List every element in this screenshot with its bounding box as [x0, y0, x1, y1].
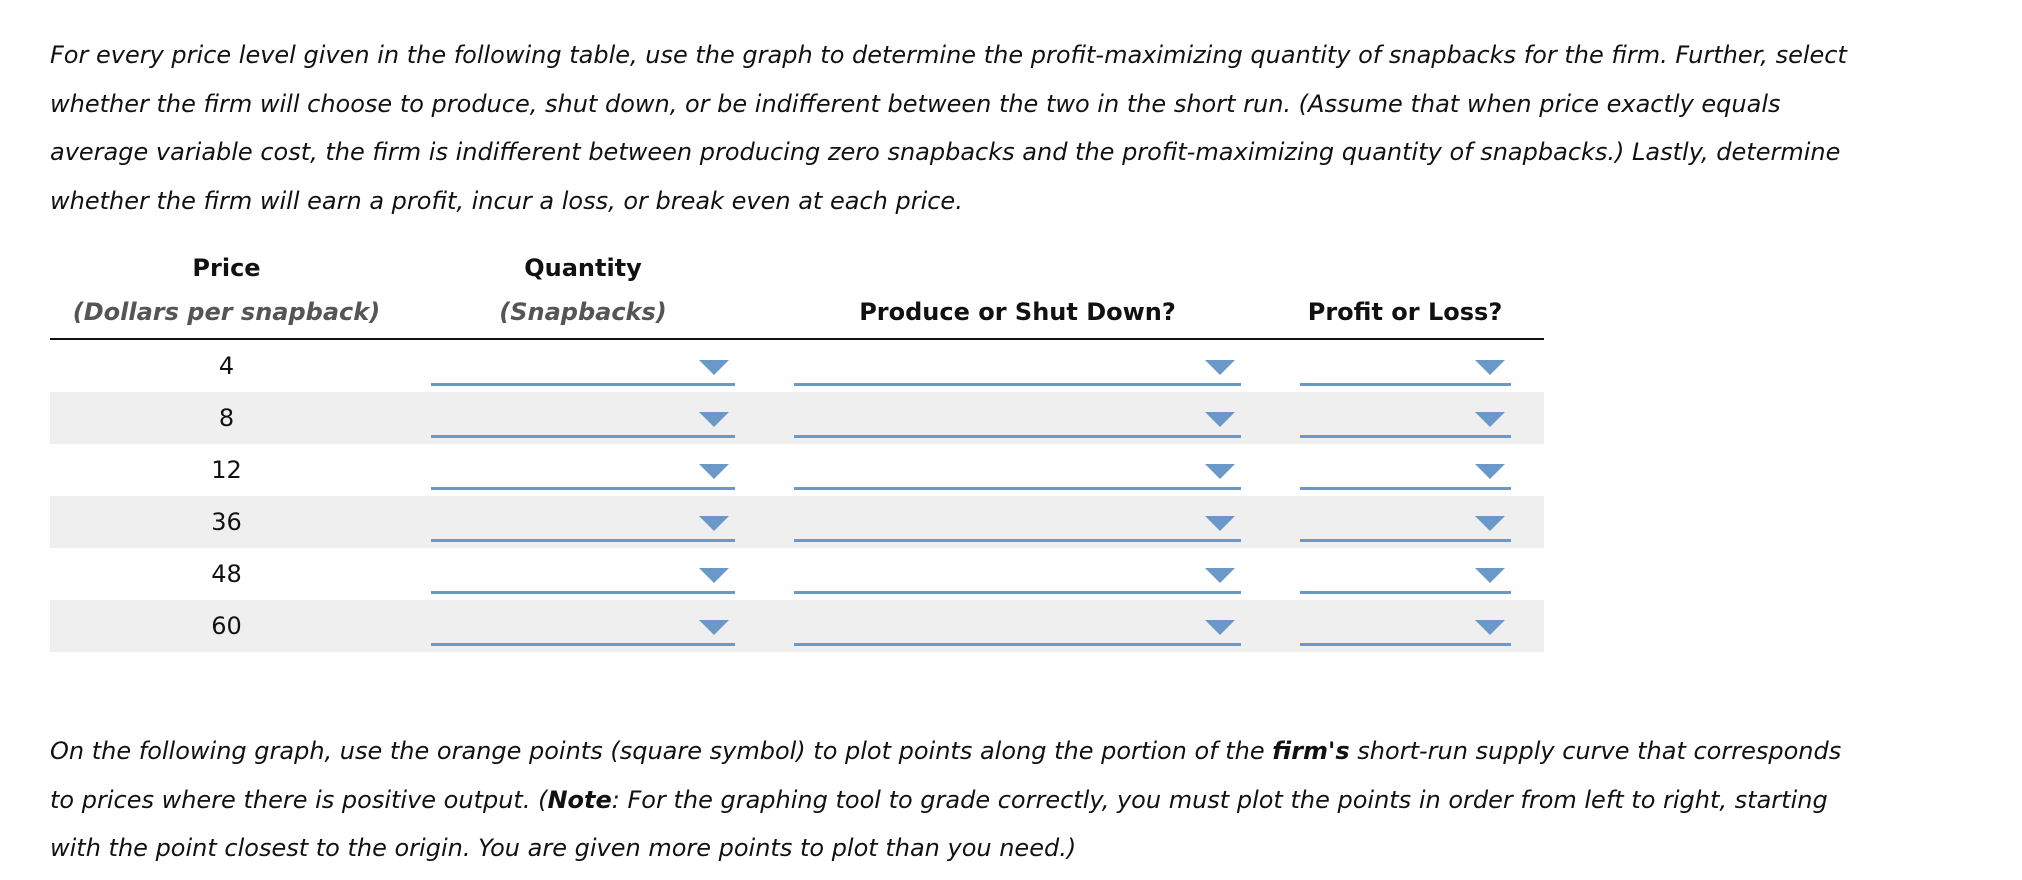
instructions-line-3: average variable cost, the firm is indifferent between producing zero snapbacks and the profit-maximizing quantity of snapbacks.) Lastly, determine [50, 138, 1841, 166]
table-row [50, 340, 1544, 392]
profit-or-loss-dropdown[interactable] [1300, 392, 1511, 444]
dropdown-arrow-icon[interactable] [699, 516, 729, 531]
dropdown-arrow-icon[interactable] [1475, 620, 1505, 635]
price-cell: 60 [211, 612, 242, 640]
price-cell: 36 [211, 508, 242, 536]
dropdown-underline [431, 383, 735, 386]
dropdown-arrow-icon[interactable] [1205, 464, 1235, 479]
profit-or-loss-dropdown[interactable] [1300, 548, 1511, 600]
graph-instructions-line-2-end: : For the graphing tool to grade correctly, you must plot the points in order from left to right, starting [611, 785, 1828, 814]
dropdown-underline [794, 487, 1241, 490]
instructions-line-1: For every price level given in the following table, use the graph to determine the profit-maximizing quantity of snapbacks for the firm. Further, select [50, 41, 1847, 69]
dropdown-underline [1300, 591, 1511, 594]
dropdown-underline [1300, 487, 1511, 490]
instructions-paragraph [50, 31, 1930, 225]
instructions-line-4: whether the firm will earn a profit, incur a loss, or break even at each price. [50, 186, 963, 215]
dropdown-arrow-icon[interactable] [699, 620, 729, 635]
dropdown-arrow-icon[interactable] [1475, 568, 1505, 583]
profit-or-loss-dropdown[interactable] [1300, 600, 1511, 652]
header-quantity: Quantity [524, 254, 642, 282]
dropdown-arrow-icon[interactable] [1475, 360, 1505, 375]
graph-instructions-emphasis-firms: firm's [1272, 737, 1350, 765]
header-quantity-unit: (Snapbacks) [499, 298, 667, 326]
table-row [50, 496, 1544, 548]
quantity-dropdown[interactable] [431, 340, 735, 392]
quantity-dropdown[interactable] [431, 392, 735, 444]
price-cell: 4 [218, 352, 235, 380]
instructions-line-2: whether the firm will choose to produce, shut down, or be indifferent between the two in the short run. (Assume that when price exactly equals [50, 89, 1781, 118]
produce-or-shut-down-dropdown[interactable] [794, 496, 1241, 548]
dropdown-underline [794, 591, 1241, 594]
dropdown-arrow-icon[interactable] [1205, 360, 1235, 375]
dropdown-underline [794, 643, 1241, 646]
header-produce-or-shut-down: Produce or Shut Down? [859, 298, 1176, 326]
produce-or-shut-down-dropdown[interactable] [794, 392, 1241, 444]
dropdown-underline [431, 487, 735, 490]
header-price: Price [192, 254, 261, 282]
table-row [50, 548, 1544, 600]
graph-instructions-line-3: with the point closest to the origin. You are given more points to plot than you need.) [50, 834, 1077, 862]
table-row [50, 444, 1544, 496]
graph-instructions-line-1-end: short-run supply curve that corresponds [1349, 737, 1842, 765]
produce-or-shut-down-dropdown[interactable] [794, 600, 1241, 652]
table-row [50, 600, 1544, 652]
price-cell: 12 [211, 456, 242, 484]
graph-instructions-line-1-start: On the following graph, use the orange points (square symbol) to plot points along the portion of the [50, 737, 1273, 765]
dropdown-underline [431, 539, 735, 542]
dropdown-arrow-icon[interactable] [1475, 516, 1505, 531]
quantity-dropdown[interactable] [431, 496, 735, 548]
dropdown-arrow-icon[interactable] [699, 464, 729, 479]
price-cell: 48 [211, 560, 242, 588]
profit-or-loss-dropdown[interactable] [1300, 340, 1511, 392]
dropdown-arrow-icon[interactable] [1205, 412, 1235, 427]
graph-instructions-paragraph [50, 727, 1930, 873]
table-row [50, 392, 1544, 444]
dropdown-underline [431, 643, 735, 646]
dropdown-arrow-icon[interactable] [1205, 620, 1235, 635]
dropdown-underline [1300, 435, 1511, 438]
dropdown-underline [1300, 643, 1511, 646]
dropdown-underline [1300, 383, 1511, 386]
graph-instructions-line-2-start: to prices where there is positive output. ( [50, 785, 548, 814]
produce-or-shut-down-dropdown[interactable] [794, 548, 1241, 600]
quantity-dropdown[interactable] [431, 548, 735, 600]
header-profit-or-loss: Profit or Loss? [1307, 298, 1503, 326]
dropdown-underline [1300, 539, 1511, 542]
dropdown-underline [431, 435, 735, 438]
dropdown-arrow-icon[interactable] [699, 412, 729, 427]
dropdown-arrow-icon[interactable] [699, 360, 729, 375]
dropdown-arrow-icon[interactable] [1475, 412, 1505, 427]
dropdown-underline [794, 435, 1241, 438]
dropdown-underline [794, 539, 1241, 542]
quantity-dropdown[interactable] [431, 444, 735, 496]
header-price-unit: (Dollars per snapback) [72, 298, 381, 326]
profit-or-loss-dropdown[interactable] [1300, 496, 1511, 548]
graph-instructions-note-label: Note [547, 785, 612, 814]
dropdown-underline [794, 383, 1241, 386]
produce-or-shut-down-dropdown[interactable] [794, 340, 1241, 392]
dropdown-arrow-icon[interactable] [1475, 464, 1505, 479]
dropdown-arrow-icon[interactable] [699, 568, 729, 583]
dropdown-arrow-icon[interactable] [1205, 568, 1235, 583]
quantity-dropdown[interactable] [431, 600, 735, 652]
produce-or-shut-down-dropdown[interactable] [794, 444, 1241, 496]
dropdown-underline [431, 591, 735, 594]
price-cell: 8 [218, 404, 235, 432]
dropdown-arrow-icon[interactable] [1205, 516, 1235, 531]
profit-or-loss-dropdown[interactable] [1300, 444, 1511, 496]
